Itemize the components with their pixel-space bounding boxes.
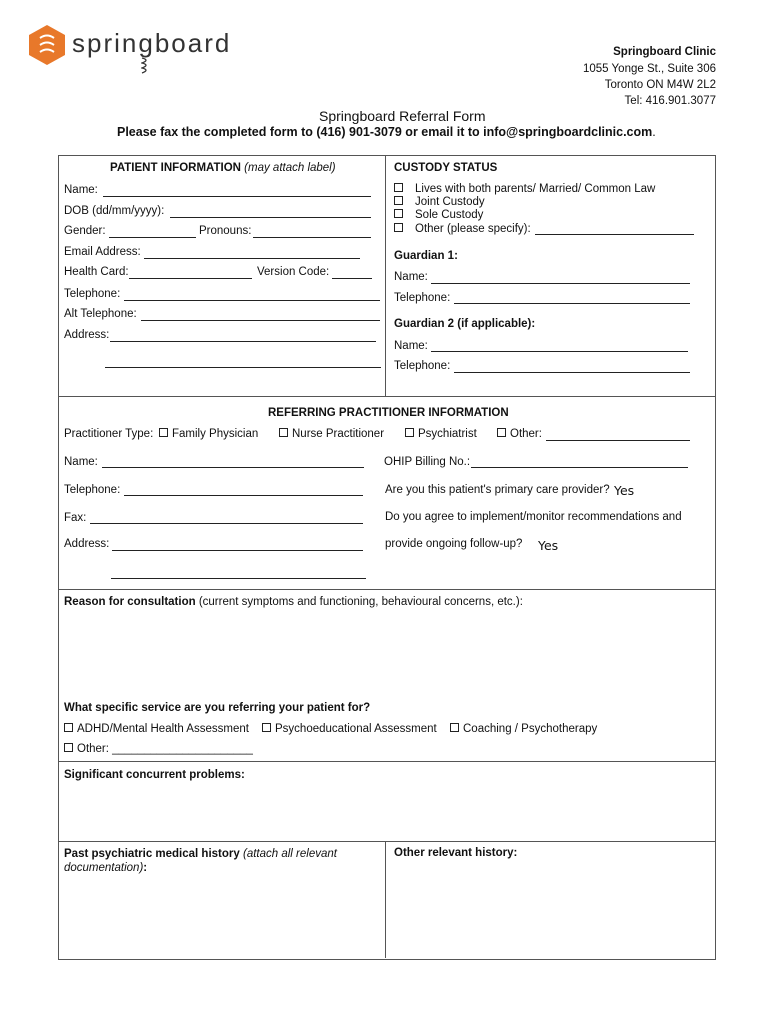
past-history-label [64,847,337,875]
agree-question-line1: Do you agree to implement/monitor recommendations and [385,511,682,523]
other-history-label: Other relevant history: [394,847,518,859]
checkbox-icon[interactable] [405,428,414,437]
patient-health-card-label: Health Card: [64,266,129,278]
service-option-psychoeducational[interactable] [262,723,437,735]
patient-info-title: PATIENT INFORMATION [110,162,241,174]
patient-gender-label: Gender: [64,225,106,237]
patient-email-label: Email Address: [64,246,141,258]
clinic-name: Springboard Clinic [613,46,716,58]
patient-address-field-1[interactable] [110,341,376,342]
service-option-adhd[interactable] [64,723,249,735]
patient-version-code-field[interactable] [332,278,372,279]
past-history-title: Past psychiatric medical history [64,848,240,860]
guardian1-name-label: Name: [394,271,428,283]
patient-name-label: Name: [64,184,98,196]
service-option-other[interactable] [64,743,253,755]
referrer-fax-field[interactable] [90,523,363,524]
checkbox-icon[interactable] [394,183,403,192]
clinic-address-2: Toronto ON M4W 2L2 [604,79,716,91]
guardian2-name-field[interactable] [431,351,688,352]
patient-health-card-field[interactable] [129,278,252,279]
referrer-address-label: Address: [64,538,110,550]
checkbox-icon[interactable] [159,428,168,437]
fax-instructions-period: . [652,125,656,139]
service-option-psychoeducational-label: Psychoeducational Assessment [275,723,437,735]
reason-label-note: (current symptoms and functioning, behavioural concerns, etc.): [198,596,523,608]
logo-text: springboard [72,28,232,58]
checkbox-icon[interactable] [262,723,271,732]
patient-alt-telephone-label: Alt Telephone: [64,308,137,320]
checkbox-icon[interactable] [497,428,506,437]
custody-option-4-label: Other (please specify): [415,223,531,235]
past-history-note-2: documentation) [64,862,144,874]
guardian1-telephone-label: Telephone: [394,292,451,304]
custody-option-4[interactable] [394,223,531,235]
patient-email-field[interactable] [144,258,360,259]
fax-instructions-text: Please fax the completed form to (416) 901-3079 or email it to info@springboardclinic.com [117,125,653,139]
custody-option-2[interactable] [394,196,485,208]
patient-info-note: (may attach label) [244,162,336,174]
practitioner-type-nurse[interactable] [279,428,384,440]
custody-option-1-label: Lives with both parents/ Married/ Common Law [415,183,656,195]
guardian1-telephone-field[interactable] [454,303,690,304]
referrer-telephone-field[interactable] [124,495,363,496]
form-title: Springboard Referral Form [319,108,486,124]
ohip-field[interactable] [471,467,688,468]
referrer-address-field-2[interactable] [111,578,366,579]
referrer-name-field[interactable] [102,467,364,468]
checkbox-icon[interactable] [64,743,73,752]
past-history-colon: : [143,862,148,874]
reason-label [64,596,523,608]
logo-spring-icon [141,56,151,79]
logo-hexagon-icon [28,24,66,66]
referrer-name-label: Name: [64,456,98,468]
patient-address-label: Address: [64,329,110,341]
guardian2-name-label: Name: [394,340,428,352]
service-question: What specific service are you referring your patient for? [64,702,371,714]
guardian2-telephone-label: Telephone: [394,360,451,372]
custody-option-2-label: Joint Custody [415,196,485,208]
guardian2-telephone-field[interactable] [454,372,690,373]
practitioner-type-nurse-label: Nurse Practitioner [292,428,385,440]
service-option-coaching-label: Coaching / Psychotherapy [463,723,598,735]
guardian1-heading: Guardian 1: [394,250,458,262]
ohip-label: OHIP Billing No.: [384,456,471,468]
custody-option-3[interactable] [394,209,483,221]
clinic-tel: Tel: 416.901.3077 [624,95,716,107]
checkbox-icon[interactable] [279,428,288,437]
patient-dob-field[interactable] [170,217,371,218]
patient-dob-label: DOB (dd/mm/yyyy): [64,205,165,217]
logo [28,24,66,69]
referrer-address-field-1[interactable] [112,550,363,551]
concurrent-problems-area[interactable] [60,786,712,838]
other-history-area[interactable] [388,866,712,956]
past-history-note-1: (attach all relevant [242,848,337,860]
primary-care-answer[interactable]: Yes [614,483,635,498]
practitioner-type-label: Practitioner Type: [64,428,154,440]
patient-address-field-2[interactable] [105,367,381,368]
service-option-adhd-label: ADHD/Mental Health Assessment [77,723,249,735]
checkbox-icon[interactable] [394,196,403,205]
primary-care-question: Are you this patient's primary care provider? [385,484,610,496]
custody-option-1[interactable] [394,183,655,195]
guardian1-name-field[interactable] [431,283,690,284]
checkbox-icon[interactable] [64,723,73,732]
checkbox-icon[interactable] [394,209,403,218]
patient-telephone-field[interactable] [124,300,380,301]
practitioner-type-other-label: Other: [510,428,542,440]
practitioner-type-psychiatrist[interactable] [405,428,477,440]
past-history-area[interactable] [60,880,383,956]
patient-gender-field[interactable] [109,237,196,238]
agree-question-line2: provide ongoing follow-up? [385,538,523,550]
concurrent-problems-label: Significant concurrent problems: [64,769,245,781]
reason-text-area[interactable] [60,614,712,696]
service-option-coaching[interactable] [450,723,597,735]
checkbox-icon[interactable] [450,723,459,732]
fax-instructions [117,125,656,139]
clinic-address-1: 1055 Yonge St., Suite 306 [582,63,716,75]
patient-version-code-label: Version Code: [257,266,330,278]
patient-pronouns-label: Pronouns: [199,225,252,237]
custody-other-field[interactable] [535,234,694,235]
practitioner-type-other[interactable] [497,428,542,440]
guardian2-heading: Guardian 2 (if applicable): [394,318,536,330]
practitioner-type-family[interactable] [159,428,258,440]
patient-name-field[interactable] [103,196,371,197]
service-option-other-label: Other: ______________________ [77,743,253,755]
patient-pronouns-field[interactable] [253,237,371,238]
patient-alt-telephone-field[interactable] [141,320,380,321]
checkbox-icon[interactable] [394,223,403,232]
practitioner-type-psychiatrist-label: Psychiatrist [418,428,477,440]
form-frame [58,155,716,960]
referring-heading: REFERRING PRACTITIONER INFORMATION [268,407,509,419]
agree-answer[interactable]: Yes [538,538,559,553]
practitioner-type-family-label: Family Physician [172,428,259,440]
custody-option-3-label: Sole Custody [415,209,484,221]
referrer-fax-label: Fax: [64,512,87,524]
patient-telephone-label: Telephone: [64,288,121,300]
custody-status-heading: CUSTODY STATUS [394,162,498,174]
patient-info-heading [110,162,336,174]
referrer-telephone-label: Telephone: [64,484,121,496]
reason-label-title: Reason for consultation [64,596,196,608]
practitioner-type-other-field[interactable] [546,440,690,441]
